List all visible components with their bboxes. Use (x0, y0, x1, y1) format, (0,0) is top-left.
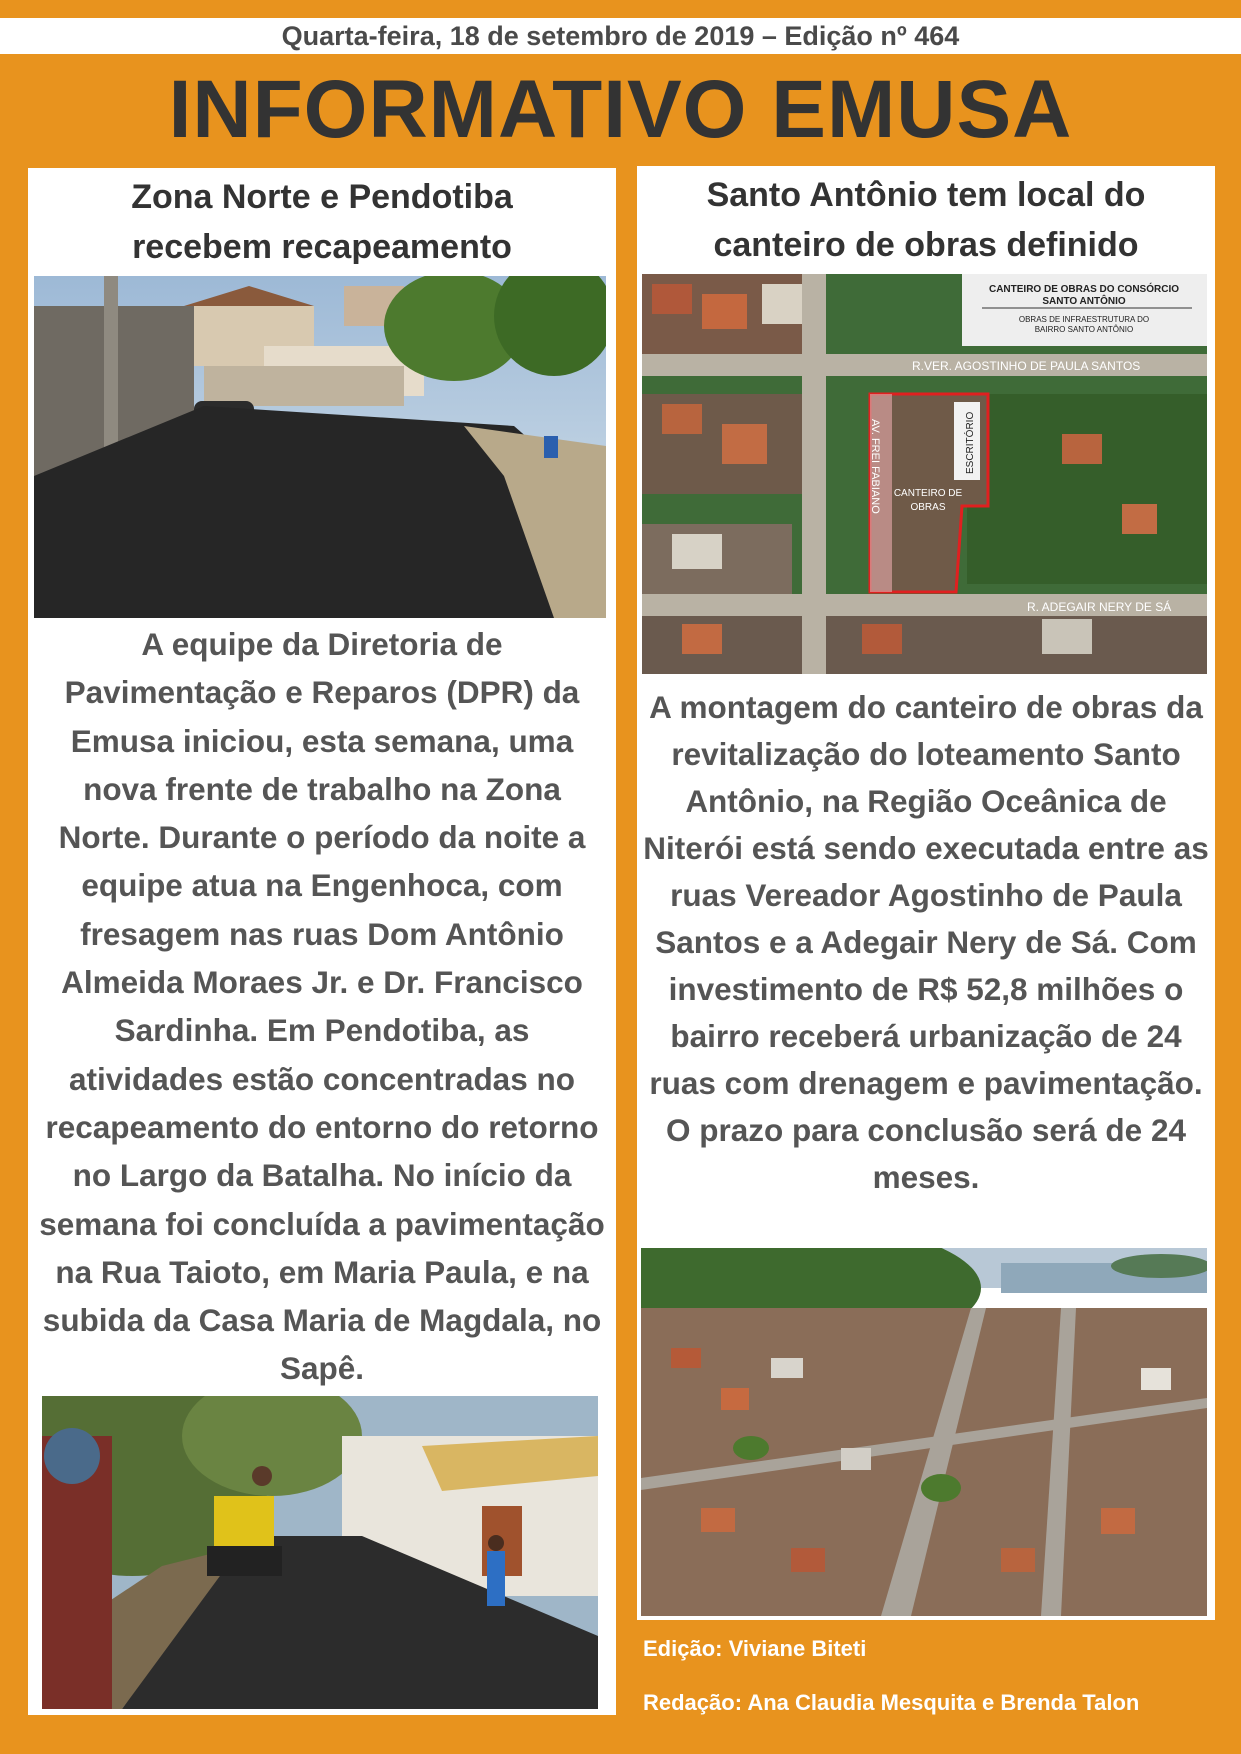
map-legend-title-2: SANTO ANTÔNIO (1042, 296, 1126, 307)
left-article (28, 168, 616, 1715)
map-office: ESCRITÓRIO (965, 411, 976, 474)
map-avenue: AV. FREI FABIANO (869, 419, 881, 514)
right-body-text: A montagem do canteiro de obras da revitalização do loteamento Santo Antônio, na Região Oceânica de Niterói está sendo executada entre as ruas Vereador Agostinho de Paula Santos e a Adegair Nery de Sá. Com investimento de R$ 52,8 milhões o bairro receberá urbanização de 24 ruas com drenagem e pavimentação. O prazo para conclusão será de 24 meses. (643, 689, 1209, 1195)
map-legend-title-1: CANTEIRO DE OBRAS DO CONSÓRCIO (988, 284, 1180, 295)
right-headline-line2: canteiro de obras definido (713, 226, 1139, 264)
masthead-title: INFORMATIVO EMUSA (168, 64, 1073, 155)
paving-photo (42, 1396, 598, 1709)
map-site-label-1: CANTEIRO DE (893, 488, 963, 499)
map-street-bottom: R. ADEGAIR NERY DE SÁ (1027, 600, 1172, 614)
right-headline (637, 170, 1215, 270)
aerial-neighborhood-photo (641, 1248, 1207, 1616)
edition-credit: Edição: Viviane Biteti (643, 1636, 867, 1661)
right-headline-line1: Santo Antônio tem local do (706, 176, 1146, 214)
left-headline-line2: recebem recapeamento (132, 228, 512, 264)
left-headline (28, 172, 616, 264)
left-body-text: A equipe da Diretoria de Pavimentação e Reparos (DPR) da Emusa iniciou, esta semana, uma nova frente de trabalho na Zona Norte. Durante o período da noite a equipe atua na Engenhoca, com fresagem nas ruas Dom Antônio Almeida Moraes Jr. e Dr. Francisco Sardinha. Em Pendotiba, as atividades estão concentradas no recapeamento do entorno do retorno no Largo da Batalha. No início da semana foi concluída a pavimentação na Rua Taioto, em Maria Paula, e na subida da Casa Maria de Magdala, no Sapê. (39, 626, 605, 1387)
dateline: Quarta-feira, 18 de setembro de 2019 – Edição nº 464 (0, 18, 1241, 54)
writers-credit: Redação: Ana Claudia Mesquita e Brenda Talon (643, 1690, 1140, 1715)
map-legend-sub-2: BAIRRO SANTO ANTÔNIO (1034, 325, 1134, 334)
map-legend-sub-1: OBRAS DE INFRAESTRUTURA DO (1018, 315, 1150, 324)
map-site-label-2: OBRAS (910, 502, 946, 513)
right-article (637, 166, 1215, 1620)
site-map-photo (642, 274, 1207, 674)
road-photo (34, 276, 606, 618)
map-street-top: R.VER. AGOSTINHO DE PAULA SANTOS (912, 359, 1141, 373)
left-headline-line1: Zona Norte e Pendotiba (131, 178, 513, 216)
